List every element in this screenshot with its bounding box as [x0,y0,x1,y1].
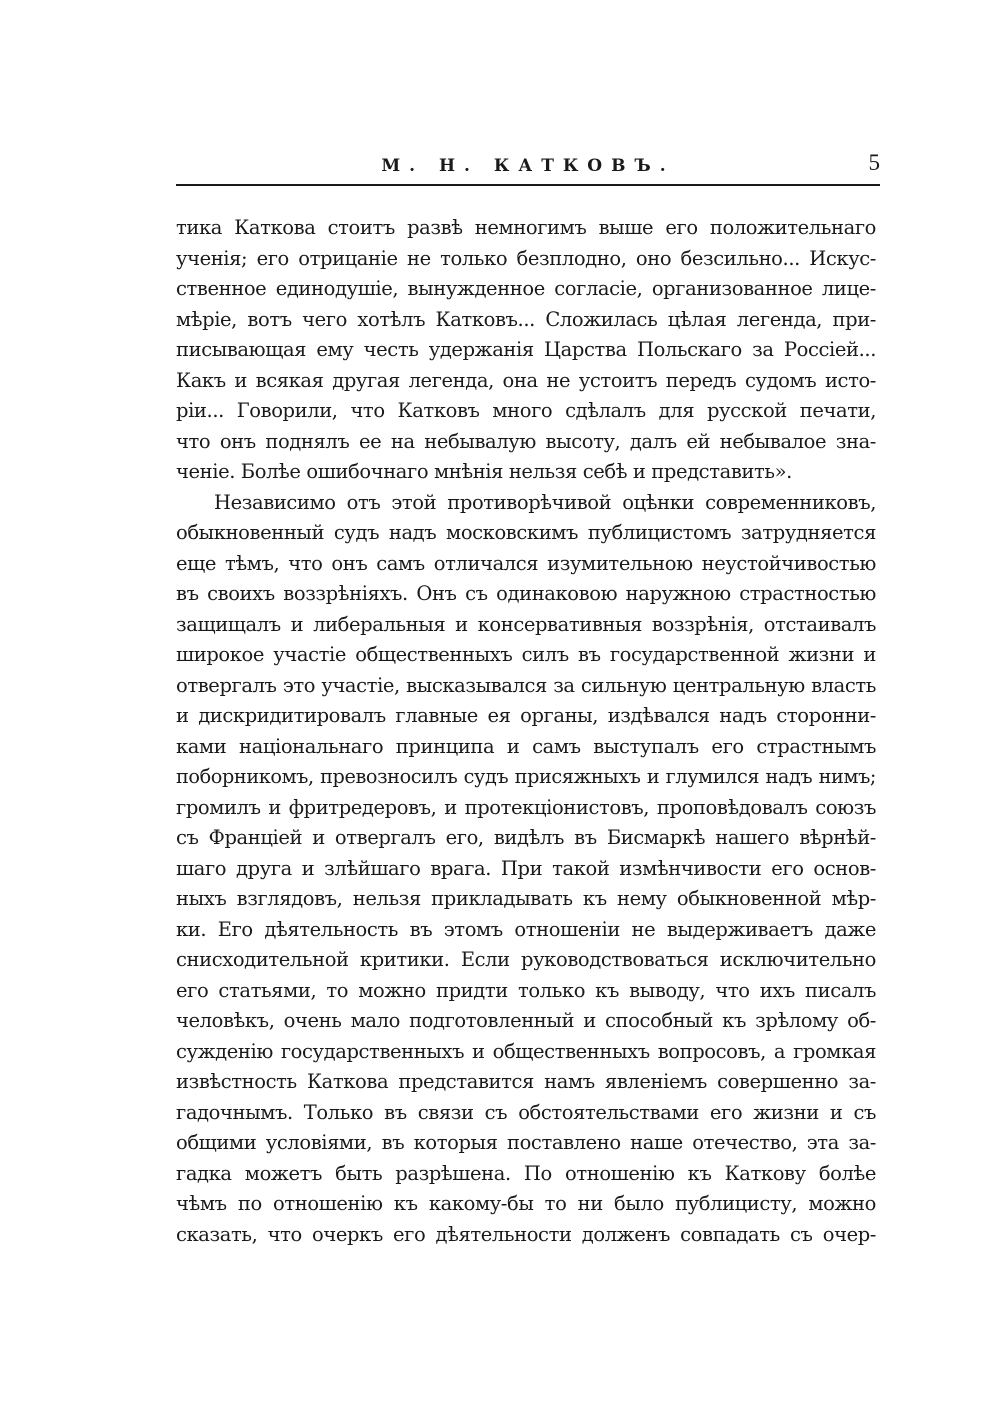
text-line: Какъ и всякая другая легенда, она не устоитъ передъ судомъ исто- [176,368,876,392]
text-line: съ Франціей и отвергалъ его, видѣлъ въ Бисмаркѣ нашего вѣрнѣй- [176,826,876,849]
text-line: обыкновенный судъ надъ московскимъ публицистомъ затрудняется [176,521,876,544]
text-line: защищалъ и либеральныя и консервативныя воззрѣнія, отстаивалъ [176,612,876,636]
text-line: его статьями, то можно придти только къ выводу, что ихъ писалъ [176,978,876,1002]
text-line: широкое участіе общественныхъ силъ въ государственной жизни и [176,643,876,666]
text-line: ріи... Говорили, что Катковъ много сдѣлалъ для русской печати, [176,399,876,422]
text-line: гадка можетъ быть разрѣшена. По отношенію къ Каткову болѣе [176,1161,876,1185]
text-line: ками національнаго принципа и самъ выступалъ его страстнымъ [176,734,876,758]
text-line: мѣріе, вотъ чего хотѣлъ Катковъ... Сложилась цѣлая легенда, при- [176,307,876,331]
text-line: чѣмъ по отношенію къ какому-бы то ни было публицисту, можно [176,1192,876,1215]
text-line: писывающая ему честь удержанія Царства Польскаго за Россіей... [176,338,876,361]
text-line: въ своихъ воззрѣніяхъ. Онъ съ одинаковою наружною страстностью [176,582,876,605]
header-rule [176,184,880,186]
paragraph-end-line: ченіе. Болѣе ошибочнаго мнѣнія нельзя себѣ и представить». [176,460,792,483]
text-line: поборникомъ, превозносилъ судъ присяжныхъ и глумился надъ нимъ; [176,765,876,788]
text-line: снисходительной критики. Если руководствоваться исключительно [176,948,876,971]
body-text [176,213,876,1250]
text-line: тика Каткова стоитъ развѣ немногимъ выше его положительнаго [176,216,876,239]
text-line: гадочнымъ. Только въ связи съ обстоятельствами его жизни и съ [176,1100,876,1124]
text-line: ныхъ взглядовъ, нельзя прикладывать къ нему обыкновенной мѣр- [176,887,876,910]
running-title: М. Н. КАТКОВЪ. [381,156,675,176]
text-line: отвергалъ это участіе, высказывался за сильную центральную власть [176,673,876,697]
paragraph-first-line: Независимо отъ этой противорѣчивой оцѣнки современниковъ, [214,490,876,514]
text-line: что онъ поднялъ ее на небывалую высоту, далъ ей небывалое зна- [176,429,876,453]
text-line: человѣкъ, очень мало подготовленный и способный къ зрѣлому об- [176,1009,876,1032]
page-number: 5 [868,150,880,175]
text-line: и дискридитировалъ главные ея органы, издѣвался надъ сторонни- [176,704,876,727]
text-line: громилъ и фритредеровъ, и протекціонистовъ, проповѣдовалъ союзъ [176,795,876,819]
text-line: сужденію государственныхъ и общественныхъ вопросовъ, а громкая [176,1039,876,1063]
text-line: еще тѣмъ, что онъ самъ отличался изумительною неустойчивостью [176,551,876,575]
text-line: шаго друга и злѣйшаго врага. При такой измѣнчивости его основ- [176,856,876,880]
running-head [176,150,880,184]
text-line: сказать, что очеркъ его дѣятельности долженъ совпадать съ очер- [176,1222,876,1246]
text-line: извѣстность Каткова представится намъ явленіемъ совершенно за- [176,1070,876,1093]
text-line: общими условіями, въ которыя поставлено наше отечество, эта за- [176,1131,876,1154]
text-line: ки. Его дѣятельность въ этомъ отношеніи не выдерживаетъ даже [176,917,876,941]
text-line: ученія; его отрицаніе не только безплодно, оно безсильно... Искус- [176,246,876,270]
text-line: ственное единодушіе, вынужденное согласіе, организованное лице- [176,277,876,300]
